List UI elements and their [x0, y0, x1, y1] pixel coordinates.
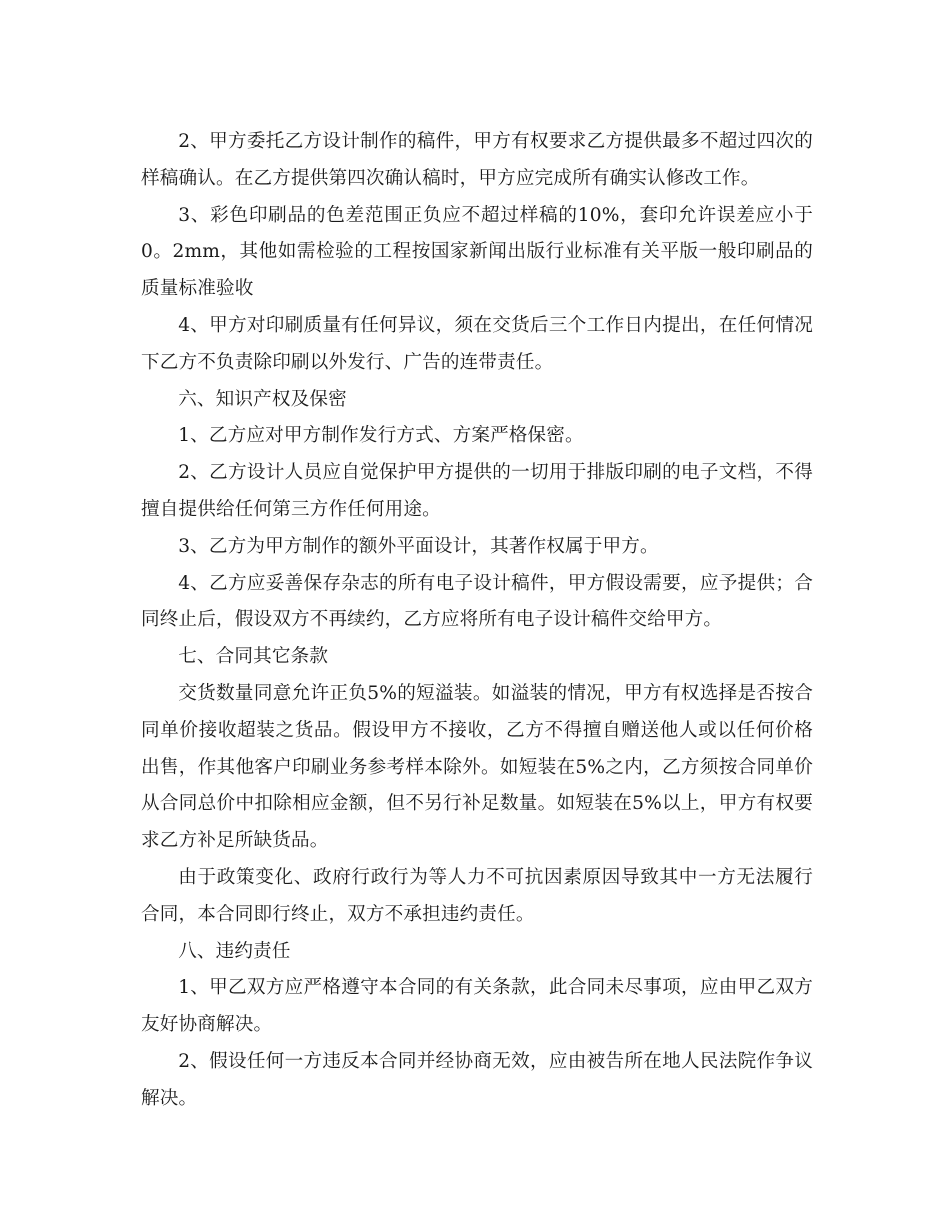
clause-paragraph: 3、彩色印刷品的色差范围正负应不超过样稿的10%，套印允许误差应小于0。2mm，其他如需检验的工程按国家新闻出版行业标准有关平版一般印刷品的质量标准验收	[141, 204, 813, 300]
clause-paragraph: 交货数量同意允许正负5%的短溢装。如溢装的情况，甲方有权选择是否按合同单价接收超装之货品。假设甲方不接收，乙方不得擅自赠送他人或以任何价格出售，作其他客户印刷业务参考样本除外。如短装在5%之内，乙方须按合同单价从合同总价中扣除相应金额，但不另行补足数量。如短装在5%以上，甲方有权要求乙方补足所缺货品。	[141, 682, 813, 852]
clause-paragraph: 4、乙方应妥善保存杂志的所有电子设计稿件，甲方假设需要，应予提供；合同终止后，假设双方不再续约，乙方应将所有电子设计稿件交给甲方。	[141, 572, 813, 631]
clause-paragraph: 4、甲方对印刷质量有任何异议，须在交货后三个工作日内提出，在任何情况下乙方不负责除印刷以外发行、广告的连带责任。	[141, 314, 813, 373]
clause-paragraph: 1、甲乙双方应严格遵守本合同的有关条款，此合同未尽事项，应由甲乙双方友好协商解决。	[141, 977, 813, 1036]
section-heading: 六、知识产权及保密	[178, 388, 347, 410]
clause-paragraph: 2、假设任何一方违反本合同并经协商无效，应由被告所在地人民法院作争议解决。	[141, 1050, 813, 1109]
section-heading: 八、违约责任	[178, 940, 291, 962]
section-heading: 七、合同其它条款	[178, 646, 329, 668]
document-body	[141, 124, 813, 1118]
clause-paragraph: 2、甲方委托乙方设计制作的稿件，甲方有权要求乙方提供最多不超过四次的样稿确认。在乙方提供第四次确认稿时，甲方应完成所有确实认修改工作。	[141, 131, 813, 189]
clause-paragraph: 1、乙方应对甲方制作发行方式、方案严格保密。	[178, 425, 584, 447]
clause-paragraph: 由于政策变化、政府行政行为等人力不可抗因素原因导致其中一方无法履行合同，本合同即行终止，双方不承担违约责任。	[141, 866, 813, 925]
clause-paragraph: 3、乙方为甲方制作的额外平面设计，其著作权属于甲方。	[178, 535, 659, 557]
clause-paragraph: 2、乙方设计人员应自觉保护甲方提供的一切用于排版印刷的电子文档，不得擅自提供给任何第三方作任何用途。	[141, 462, 813, 520]
